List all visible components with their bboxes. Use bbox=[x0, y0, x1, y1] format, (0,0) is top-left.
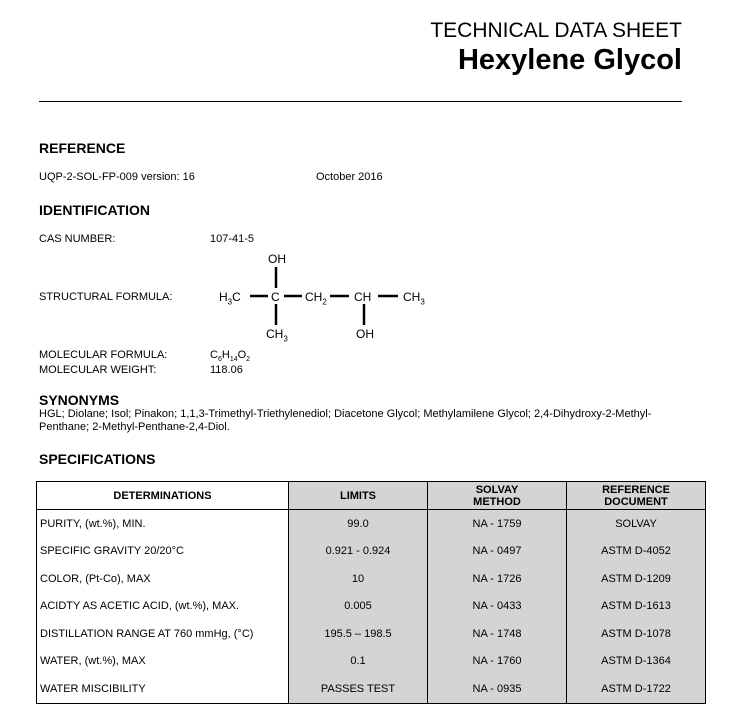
h3c-h: H bbox=[219, 290, 228, 304]
table-header-row bbox=[37, 482, 706, 510]
determination-cell: PURITY, (wt.%), MIN. bbox=[37, 510, 289, 538]
table-row bbox=[37, 593, 706, 621]
limit-cell: 0.921 - 0.924 bbox=[289, 538, 428, 566]
specifications-table bbox=[36, 481, 706, 704]
table-row bbox=[37, 565, 706, 593]
mf-hydrogen: H bbox=[221, 349, 230, 361]
method-cell: NA - 0433 bbox=[428, 593, 567, 621]
cas-label: CAS NUMBER: bbox=[39, 233, 116, 245]
reference-cell: ASTM D-1209 bbox=[567, 565, 706, 593]
structural-formula-label: STRUCTURAL FORMULA: bbox=[39, 291, 173, 303]
limit-cell: 99.0 bbox=[289, 510, 428, 538]
header-reference bbox=[567, 482, 706, 510]
ch3-right-group bbox=[403, 290, 425, 306]
bottom-hydroxyl: OH bbox=[356, 327, 374, 341]
table-row bbox=[37, 675, 706, 703]
synonyms-text: HGL; Diolane; Isol; Pinakon; 1,1,3-Trimethyl-Triethylenediol; Diacetone Glycol; Methylamilene Glycol; 2,4-Dihydroxy-2-Methyl-Penthane; 2-Methyl-Penthane-2,4-Diol. bbox=[39, 408, 652, 433]
header-determinations: DETERMINATIONS bbox=[37, 482, 289, 510]
table-row bbox=[37, 538, 706, 566]
mf-carbon-count: 6 bbox=[217, 356, 222, 364]
method-cell: NA - 1760 bbox=[428, 648, 567, 676]
structural-formula bbox=[218, 250, 438, 345]
ch3-bottom-group bbox=[266, 327, 288, 343]
reference-code: UQP-2-SOL-FP-009 version: 16 bbox=[39, 171, 195, 183]
method-cell: NA - 1748 bbox=[428, 620, 567, 648]
reference-cell: ASTM D-1078 bbox=[567, 620, 706, 648]
synonyms-heading: SYNONYMS bbox=[39, 392, 120, 408]
reference-cell: SOLVAY bbox=[567, 510, 706, 538]
ch3-right-subscript: 3 bbox=[420, 297, 425, 307]
determination-cell: DISTILLATION RANGE AT 760 mmHg, (°C) bbox=[37, 620, 289, 648]
header-method bbox=[428, 482, 567, 510]
table-row bbox=[37, 510, 706, 538]
mf-carbon: C bbox=[210, 349, 218, 361]
method-cell: NA - 0497 bbox=[428, 538, 567, 566]
specifications-heading: SPECIFICATIONS bbox=[39, 451, 156, 467]
molecular-weight-value: 118.06 bbox=[210, 364, 243, 376]
document-type: TECHNICAL DATA SHEET bbox=[430, 19, 682, 42]
h3c-c: C bbox=[232, 290, 241, 304]
molecular-formula-value bbox=[210, 349, 250, 363]
header-method-line1: SOLVAY bbox=[475, 483, 519, 496]
table-row bbox=[37, 648, 706, 676]
method-cell: NA - 0935 bbox=[428, 675, 567, 703]
ch2-ch: CH bbox=[305, 290, 323, 304]
central-carbon: C bbox=[271, 290, 280, 304]
limit-cell: 0.1 bbox=[289, 648, 428, 676]
ch3-bottom-subscript: 3 bbox=[283, 334, 288, 344]
mf-oxygen: O bbox=[237, 349, 247, 361]
reference-heading: REFERENCE bbox=[39, 140, 126, 156]
ch2-group bbox=[305, 290, 327, 306]
cas-value: 107-41-5 bbox=[210, 233, 255, 245]
method-cell: NA - 1759 bbox=[428, 510, 567, 538]
determination-cell: SPECIFIC GRAVITY 20/20°C bbox=[37, 538, 289, 566]
h3c-group bbox=[219, 290, 241, 306]
determination-cell: WATER MISCIBILITY bbox=[37, 675, 289, 703]
top-hydroxyl: OH bbox=[268, 252, 286, 266]
reference-date: October 2016 bbox=[316, 171, 383, 183]
molecular-formula-label: MOLECULAR FORMULA: bbox=[39, 349, 168, 361]
ch-group: CH bbox=[354, 290, 372, 304]
determination-cell: ACIDTY AS ACETIC ACID, (wt.%), MAX. bbox=[37, 593, 289, 621]
method-cell: NA - 1726 bbox=[428, 565, 567, 593]
h3c-subscript: 3 bbox=[227, 297, 233, 307]
mf-hydrogen-count: 14 bbox=[229, 356, 238, 364]
reference-cell: ASTM D-1613 bbox=[567, 593, 706, 621]
reference-cell: ASTM D-1722 bbox=[567, 675, 706, 703]
header-reference-line2: DOCUMENT bbox=[604, 495, 668, 508]
limit-cell: 195.5 – 198.5 bbox=[289, 620, 428, 648]
identification-heading: IDENTIFICATION bbox=[39, 202, 150, 218]
determination-cell: WATER, (wt.%), MAX bbox=[37, 648, 289, 676]
limit-cell: 10 bbox=[289, 565, 428, 593]
reference-cell: ASTM D-4052 bbox=[567, 538, 706, 566]
determination-cell: COLOR, (Pt-Co), MAX bbox=[37, 565, 289, 593]
ch2-subscript: 2 bbox=[322, 297, 327, 307]
reference-cell: ASTM D-1364 bbox=[567, 648, 706, 676]
mf-oxygen-count: 2 bbox=[246, 356, 251, 364]
header-method-line2: METHOD bbox=[473, 495, 521, 508]
ch3-right-ch: CH bbox=[403, 290, 421, 304]
limit-cell: PASSES TEST bbox=[289, 675, 428, 703]
header-reference-line1: REFERENCE bbox=[602, 483, 670, 496]
ch3-bottom-ch: CH bbox=[266, 327, 284, 341]
table-row bbox=[37, 620, 706, 648]
header-divider bbox=[39, 101, 682, 102]
product-title: Hexylene Glycol bbox=[457, 44, 682, 76]
limit-cell: 0.005 bbox=[289, 593, 428, 621]
molecular-weight-label: MOLECULAR WEIGHT: bbox=[39, 364, 157, 376]
header-limits: LIMITS bbox=[289, 482, 428, 510]
